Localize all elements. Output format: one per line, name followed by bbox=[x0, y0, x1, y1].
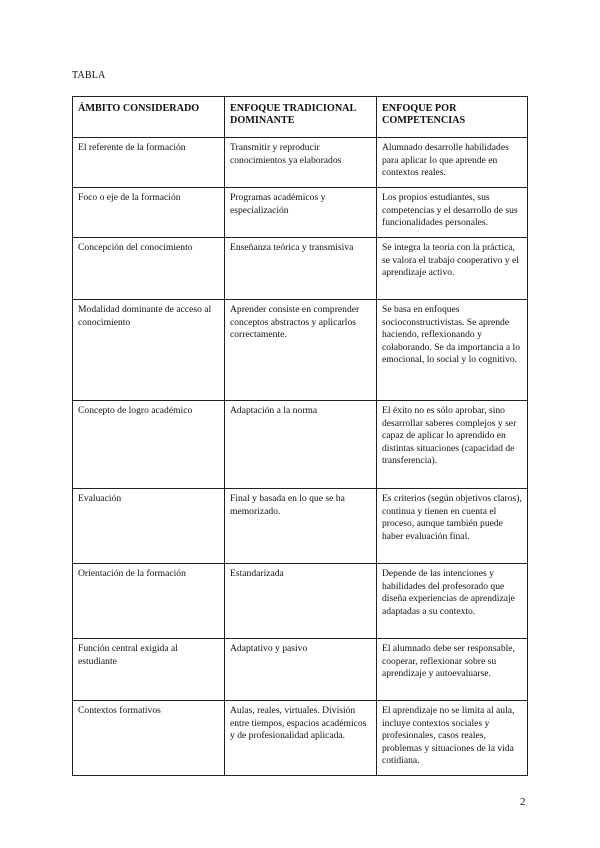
table-row bbox=[73, 300, 528, 401]
table-row bbox=[73, 564, 528, 639]
cell-tradicional: Aulas, reales, virtuales. División entre tiempos, espacios académicos y de profesionalidad aplicada. bbox=[225, 701, 377, 776]
table-row bbox=[73, 489, 528, 564]
cell-tradicional: Adaptativo y pasivo bbox=[225, 639, 377, 701]
table-row bbox=[73, 238, 528, 300]
cell-tradicional: Transmitir y reproducir conocimientos ya elaborados bbox=[225, 138, 377, 188]
header-ambito: ÁMBITO CONSIDERADO bbox=[73, 97, 225, 138]
cell-competencias: Es criterios (según objetivos claros), continua y tienen en cuenta el proceso, aunque también puede haber evaluación final. bbox=[377, 489, 528, 564]
cell-tradicional: Adaptación a la norma bbox=[225, 401, 377, 489]
table-row bbox=[73, 188, 528, 238]
cell-competencias: Alumnado desarrolle habilidades para aplicar lo que aprende en contextos reales. bbox=[377, 138, 528, 188]
cell-ambito: Concepto de logro académico bbox=[73, 401, 225, 489]
cell-ambito: Evaluación bbox=[73, 489, 225, 564]
cell-competencias: El alumnado debe ser responsable, cooperar, reflexionar sobre su aprendizaje y autoevaluarse. bbox=[377, 639, 528, 701]
table-label: TABLA bbox=[72, 70, 106, 81]
cell-ambito: Foco o eje de la formación bbox=[73, 188, 225, 238]
cell-competencias: El éxito no es sólo aprobar, sino desarrollar saberes complejos y ser capaz de aplicar lo aprendido en distintas situaciones (capacidad de transferencia). bbox=[377, 401, 528, 489]
cell-ambito: Orientación de la formación bbox=[73, 564, 225, 639]
cell-ambito: Contextos formativos bbox=[73, 701, 225, 776]
cell-tradicional: Programas académicos y especialización bbox=[225, 188, 377, 238]
cell-ambito: Función central exigida al estudiante bbox=[73, 639, 225, 701]
cell-competencias: Se integra la teoría con la práctica, se valora el trabajo cooperativo y el aprendizaje activo. bbox=[377, 238, 528, 300]
cell-competencias: Los propios estudiantes, sus competencias y el desarrollo de sus funcionalidades personales. bbox=[377, 188, 528, 238]
header-enfoque-competencias: ENFOQUE POR COMPETENCIAS bbox=[377, 97, 528, 138]
cell-tradicional: Enseñanza teórica y transmisiva bbox=[225, 238, 377, 300]
cell-competencias: Depende de las intenciones y habilidades del profesorado que diseña experiencias de aprendizaje adaptadas a su contexto. bbox=[377, 564, 528, 639]
cell-ambito: El referente de la formación bbox=[73, 138, 225, 188]
comparison-table bbox=[72, 96, 528, 776]
cell-tradicional: Final y basada en lo que se ha memorizado. bbox=[225, 489, 377, 564]
table-header-row bbox=[73, 97, 528, 138]
header-enfoque-tradicional: ENFOQUE TRADICIONAL DOMINANTE bbox=[225, 97, 377, 138]
table-row bbox=[73, 138, 528, 188]
cell-tradicional: Aprender consiste en comprender conceptos abstractos y aplicarlos correctamente. bbox=[225, 300, 377, 401]
cell-ambito: Concepción del conocimiento bbox=[73, 238, 225, 300]
table-row bbox=[73, 401, 528, 489]
cell-competencias: Se basa en enfoques socioconstructivistas. Se aprende haciendo, reflexionando y colaborando. Se da importancia a lo emocional, lo social y lo cognitivo. bbox=[377, 300, 528, 401]
cell-ambito: Modalidad dominante de acceso al conocimiento bbox=[73, 300, 225, 401]
cell-tradicional: Estandarizada bbox=[225, 564, 377, 639]
page-number: 2 bbox=[520, 796, 526, 808]
table-row bbox=[73, 701, 528, 776]
table-row bbox=[73, 639, 528, 701]
cell-competencias: El aprendizaje no se limita al aula, incluye contextos sociales y profesionales, casos reales, problemas y situaciones de la vida cotidiana. bbox=[377, 701, 528, 776]
